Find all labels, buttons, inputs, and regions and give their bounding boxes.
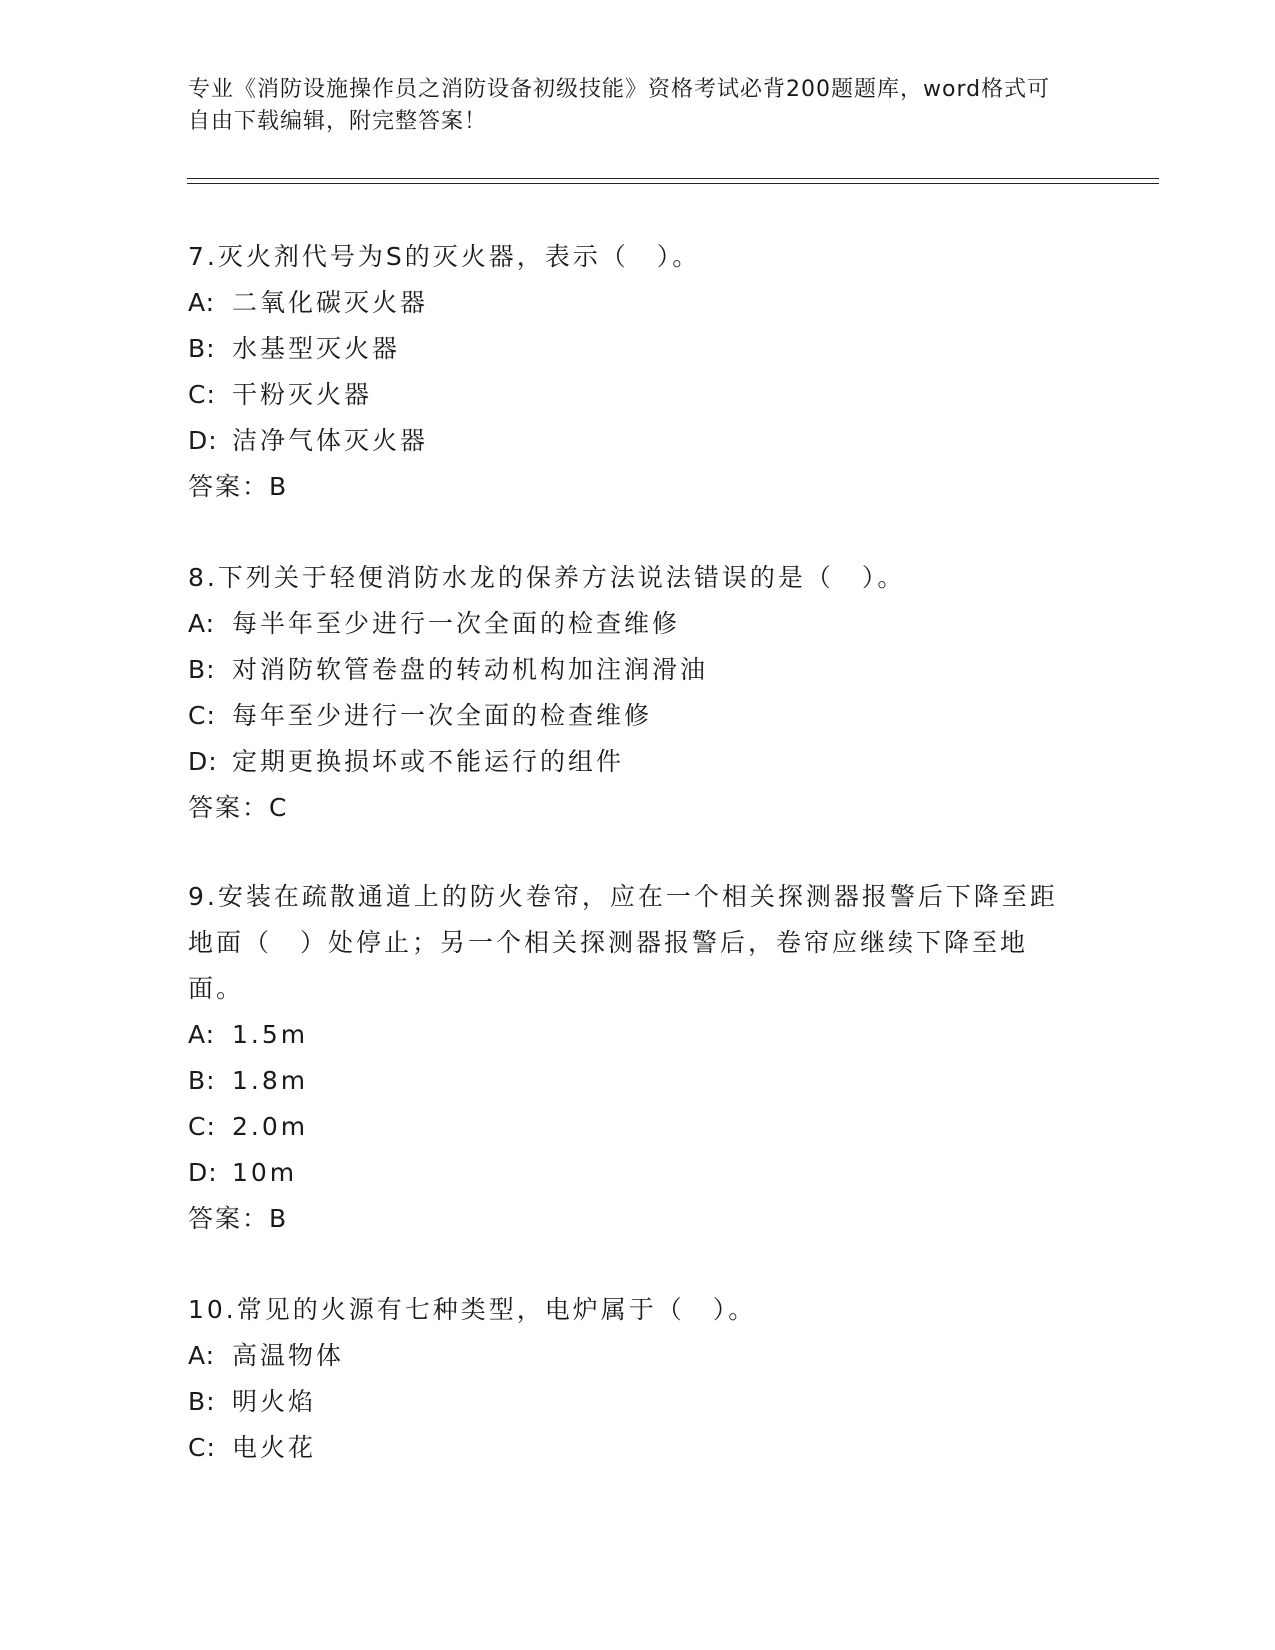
answer-line: 答案：C [188, 793, 289, 822]
question-stem: 7.灭火剂代号为S的灭火器，表示（ ）。 [188, 242, 701, 271]
option-d [188, 418, 1068, 464]
option-text: 每年至少进行一次全面的检查维修 [232, 701, 653, 730]
option-text: 明火焰 [232, 1387, 317, 1416]
option-text: 对消防软管卷盘的转动机构加注润滑油 [232, 655, 709, 684]
option-letter: D: [188, 747, 218, 776]
option-letter: A: [188, 1341, 216, 1370]
option-letter: D: [188, 426, 218, 455]
option-text: 2.0m [232, 1112, 309, 1141]
option-text: 洁净气体灭火器 [232, 426, 429, 455]
option-d [188, 739, 1068, 785]
option-c [188, 372, 1068, 418]
option-letter: B: [188, 1066, 216, 1095]
option-text: 定期更换损坏或不能运行的组件 [232, 747, 625, 776]
option-letter: C: [188, 1433, 216, 1462]
option-letter: C: [188, 380, 216, 409]
option-letter: A: [188, 609, 216, 638]
option-letter: B: [188, 655, 216, 684]
header-divider-top [187, 178, 1159, 179]
option-d [188, 1150, 1068, 1196]
option-text: 每半年至少进行一次全面的检查维修 [232, 609, 681, 638]
option-text: 10m [232, 1158, 298, 1187]
option-text: 高温物体 [232, 1341, 345, 1370]
question-stem: 10.常见的火源有七种类型，电炉属于（ ）。 [188, 1295, 757, 1324]
option-letter: A: [188, 288, 216, 317]
option-b [188, 1379, 1068, 1425]
option-c [188, 1425, 1068, 1471]
option-b [188, 647, 1068, 693]
question-stem: 9.安装在疏散通道上的防火卷帘，应在一个相关探测器报警后下降至距地面（ ）处停止；另一个相关探测器报警后，卷帘应继续下降至地面。 [188, 882, 1058, 1003]
question-7 [188, 234, 1068, 510]
question-8 [188, 555, 1068, 831]
option-letter: C: [188, 1112, 216, 1141]
question-stem: 8.下列关于轻便消防水龙的保养方法说法错误的是（ ）。 [188, 563, 906, 592]
document-header: 专业《消防设施操作员之消防设备初级技能》资格考试必背200题题库，word格式可自由下载编辑，附完整答案！ [188, 77, 1051, 134]
option-text: 电火花 [232, 1433, 317, 1462]
option-text: 干粉灭火器 [232, 380, 373, 409]
option-text: 1.5m [232, 1020, 309, 1049]
option-a [188, 1012, 1068, 1058]
question-9 [188, 874, 1068, 1242]
option-text: 1.8m [232, 1066, 309, 1095]
option-b [188, 1058, 1068, 1104]
option-letter: B: [188, 334, 216, 363]
option-c [188, 1104, 1068, 1150]
header-divider-bottom [187, 183, 1159, 184]
option-a [188, 280, 1068, 326]
option-letter: C: [188, 701, 216, 730]
answer-line: 答案：B [188, 472, 289, 501]
option-text: 水基型灭火器 [232, 334, 401, 363]
option-text: 二氧化碳灭火器 [232, 288, 429, 317]
option-letter: A: [188, 1020, 216, 1049]
answer-line: 答案：B [188, 1204, 289, 1233]
option-letter: B: [188, 1387, 216, 1416]
question-10 [188, 1287, 1068, 1471]
option-a [188, 601, 1068, 647]
option-letter: D: [188, 1158, 218, 1187]
option-a [188, 1333, 1068, 1379]
option-c [188, 693, 1068, 739]
option-b [188, 326, 1068, 372]
